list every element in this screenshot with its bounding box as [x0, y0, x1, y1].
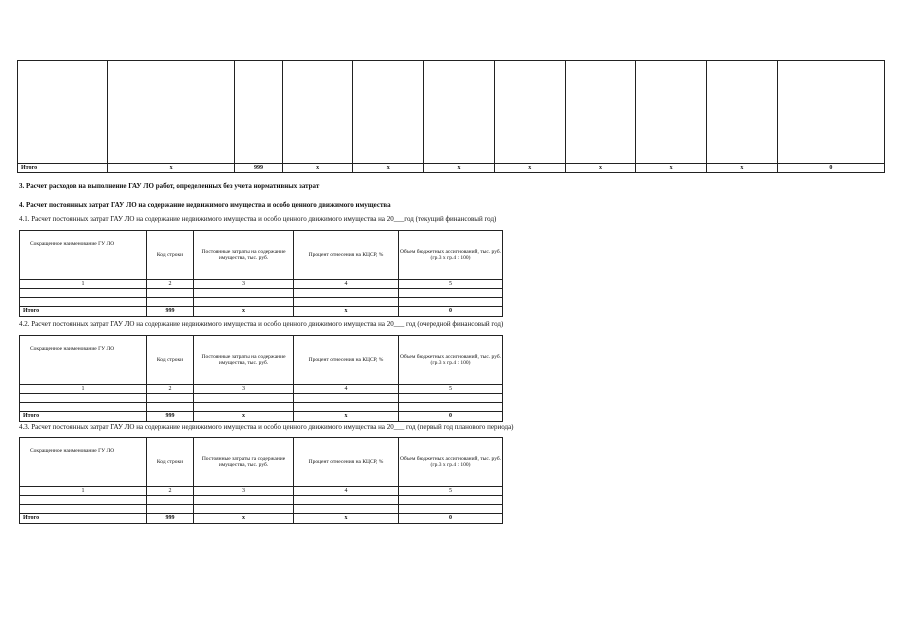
total-label: Итого	[20, 412, 147, 422]
empty-cell	[194, 403, 294, 412]
header-cell: Код строки	[147, 231, 194, 280]
empty-cell	[399, 394, 503, 403]
empty-cell	[235, 61, 282, 164]
header-cell: Процент отнесения на КЦСР, %	[294, 336, 399, 385]
empty-cell	[20, 289, 147, 298]
empty-cell	[399, 505, 503, 514]
empty-cell	[20, 496, 147, 505]
empty-cell	[707, 61, 778, 164]
header-cell: Сокращенное наименование ГУ ЛО	[20, 231, 147, 280]
total-code: 999	[147, 514, 194, 524]
section-3-heading: 3. Расчет расходов на выполнение ГАУ ЛО работ, определенных без учета нормативных затрат	[19, 182, 320, 190]
subsection-4-3-table	[19, 437, 503, 524]
empty-cell	[194, 298, 294, 307]
header-cell: Постоянные затраты на содержание имущества, тыс. руб.	[194, 336, 294, 385]
header-row	[20, 336, 503, 385]
empty-cell	[565, 61, 636, 164]
total-cell: x	[494, 164, 565, 173]
empty-cell	[294, 289, 399, 298]
top-table	[17, 60, 885, 173]
empty-cell	[399, 496, 503, 505]
column-number: 2	[147, 385, 194, 394]
total-cell: x	[294, 514, 399, 524]
header-cell: Объем бюджетных ассигнований, тыс. руб. (гр.3 x гр.4 : 100)	[399, 231, 503, 280]
empty-cell	[107, 61, 234, 164]
empty-cell	[147, 289, 194, 298]
header-row	[20, 231, 503, 280]
empty-cell	[18, 61, 108, 164]
total-cell: x	[565, 164, 636, 173]
total-row	[20, 514, 503, 524]
empty-cell	[494, 61, 565, 164]
empty-cell	[147, 496, 194, 505]
total-cell: x	[353, 164, 424, 173]
subsection-4-1-table	[19, 230, 503, 317]
empty-cell	[353, 61, 424, 164]
column-number: 4	[294, 280, 399, 289]
empty-cell	[424, 61, 495, 164]
column-number: 5	[399, 385, 503, 394]
column-number: 2	[147, 487, 194, 496]
empty-cell	[20, 505, 147, 514]
total-cell: x	[294, 412, 399, 422]
empty-cell	[20, 403, 147, 412]
empty-row	[20, 289, 503, 298]
section-4-heading: 4. Расчет постоянных затрат ГАУ ЛО на содержание недвижимого имущества и особо ценного движимого имущества	[19, 201, 391, 209]
empty-cell	[147, 394, 194, 403]
total-row	[20, 412, 503, 422]
empty-row	[20, 496, 503, 505]
subsection-4-3-title: 4.3. Расчет постоянных затрат ГАУ ЛО на содержание недвижимого имущества и особо ценного движимого имущества на 20___ год (первый год планового периода)	[19, 423, 514, 431]
total-label: Итого	[20, 514, 147, 524]
total-label: Итого	[20, 307, 147, 317]
total-code: 999	[147, 412, 194, 422]
empty-cell	[20, 394, 147, 403]
empty-cell	[399, 298, 503, 307]
total-value: 0	[777, 164, 884, 173]
column-number-row	[20, 487, 503, 496]
column-number: 5	[399, 487, 503, 496]
empty-cell	[294, 403, 399, 412]
column-number: 2	[147, 280, 194, 289]
column-number: 3	[194, 280, 294, 289]
column-number: 1	[20, 385, 147, 394]
empty-row	[20, 403, 503, 412]
total-value: 0	[399, 412, 503, 422]
column-number: 5	[399, 280, 503, 289]
column-number: 4	[294, 385, 399, 394]
top-table-total-row	[18, 164, 885, 173]
empty-cell	[147, 403, 194, 412]
subsection-4-2-table	[19, 335, 503, 422]
total-code: 999	[147, 307, 194, 317]
total-cell: x	[107, 164, 234, 173]
column-number: 1	[20, 487, 147, 496]
total-value: 0	[399, 514, 503, 524]
column-number-row	[20, 280, 503, 289]
header-cell: Код строки	[147, 438, 194, 487]
empty-cell	[777, 61, 884, 164]
empty-cell	[294, 298, 399, 307]
total-code: 999	[235, 164, 282, 173]
empty-cell	[194, 505, 294, 514]
total-label: Итого	[18, 164, 108, 173]
subsection-4-1-title: 4.1. Расчет постоянных затрат ГАУ ЛО на содержание недвижимого имущества и особо ценного движимого имущества на 20___год (текущий финансовый год)	[19, 215, 497, 223]
empty-cell	[194, 394, 294, 403]
header-cell: Объем бюджетных ассигнований, тыс. руб. (гр.3 x гр.4 : 100)	[399, 438, 503, 487]
empty-cell	[399, 289, 503, 298]
empty-cell	[636, 61, 707, 164]
total-row	[20, 307, 503, 317]
empty-cell	[399, 403, 503, 412]
column-number: 3	[194, 487, 294, 496]
total-value: 0	[399, 307, 503, 317]
subsection-4-2-title: 4.2. Расчет постоянных затрат ГАУ ЛО на содержание недвижимого имущества и особо ценного движимого имущества на 20___ год (очередной финансовый год)	[19, 320, 504, 328]
header-row	[20, 438, 503, 487]
top-table-empty-row	[18, 61, 885, 164]
total-cell: x	[294, 307, 399, 317]
header-cell: Объем бюджетных ассигнований, тыс. руб. (гр.3 x гр.4 : 100)	[399, 336, 503, 385]
total-cell: x	[424, 164, 495, 173]
header-cell: Сокращенное наименование ГУ ЛО	[20, 438, 147, 487]
total-cell: x	[194, 307, 294, 317]
column-number-row	[20, 385, 503, 394]
column-number: 4	[294, 487, 399, 496]
total-cell: x	[636, 164, 707, 173]
empty-cell	[147, 505, 194, 514]
total-cell: x	[707, 164, 778, 173]
empty-cell	[294, 505, 399, 514]
empty-row	[20, 298, 503, 307]
header-cell: Код строки	[147, 336, 194, 385]
header-cell: Процент отнесения на КЦСР, %	[294, 438, 399, 487]
empty-cell	[194, 496, 294, 505]
total-cell: x	[194, 412, 294, 422]
empty-cell	[147, 298, 194, 307]
empty-cell	[194, 289, 294, 298]
header-cell: Постоянные затраты на содержание имущества, тыс. руб.	[194, 231, 294, 280]
empty-row	[20, 505, 503, 514]
empty-cell	[282, 61, 353, 164]
empty-cell	[294, 496, 399, 505]
total-cell: x	[282, 164, 353, 173]
header-cell: Постоянные затраты га содержание имущества, тыс. руб.	[194, 438, 294, 487]
header-cell: Процент отнесения на КЦСР, %	[294, 231, 399, 280]
empty-row	[20, 394, 503, 403]
column-number: 1	[20, 280, 147, 289]
total-cell: x	[194, 514, 294, 524]
column-number: 3	[194, 385, 294, 394]
header-cell: Сокращенное наименование ГУ ЛО	[20, 336, 147, 385]
empty-cell	[20, 298, 147, 307]
empty-cell	[294, 394, 399, 403]
